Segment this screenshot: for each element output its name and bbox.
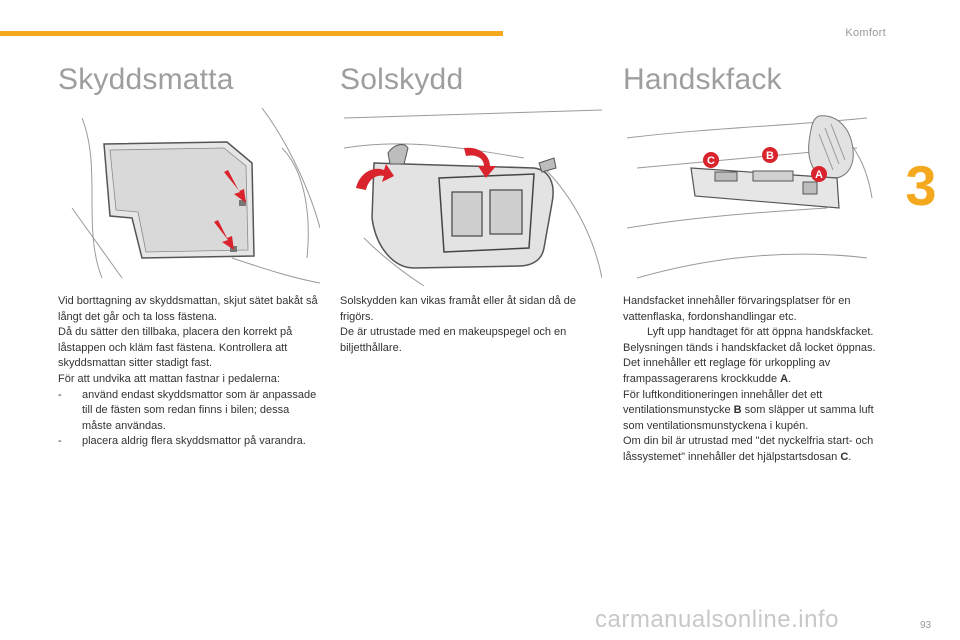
paragraph: För att undvika att mattan fastnar i pedalerna: <box>58 372 280 385</box>
text-run: För luftkonditioneringen innehåller det ett ventilationsmunstycke <box>623 388 823 417</box>
ventilation-outlet <box>753 171 793 181</box>
list-item-text: använd endast skyddsmattor som är anpassade till de fästen som redan finns i bilen; dessa måste användas. <box>82 388 317 432</box>
glovebox-illustration <box>627 108 885 286</box>
paragraph: Solskydden kan vikas framåt eller åt sidan då de frigörs. <box>340 295 577 323</box>
column-sun-visor <box>340 60 602 354</box>
paragraph <box>623 434 885 465</box>
paragraph <box>623 388 885 435</box>
accent-bar <box>0 31 503 36</box>
callout-label: C <box>707 155 715 167</box>
section-title: Solskydd <box>340 63 464 96</box>
callout-label: A <box>815 169 823 181</box>
jump-start-box <box>715 172 737 181</box>
column-floor-mat <box>58 60 320 448</box>
bullet-mark: - <box>58 388 62 401</box>
section-body <box>58 294 320 450</box>
paragraph: Belysningen tänds i handskfacket då locket öppnas. <box>623 341 876 354</box>
column-glovebox <box>623 60 885 463</box>
text-run: . <box>788 372 792 385</box>
bold-ref: B <box>733 404 742 417</box>
section-body <box>623 294 885 466</box>
sun-visor-illustration <box>344 108 602 286</box>
bold-ref: C <box>840 450 849 463</box>
section-body <box>340 294 602 356</box>
floor-mat-illustration <box>62 108 320 286</box>
paragraph <box>623 356 885 387</box>
paragraph: De är utrustade med en makeupspegel och en biljetthållare. <box>340 326 567 354</box>
list-item <box>58 434 320 450</box>
list-item <box>58 388 320 435</box>
text-run: som släpper ut samma luft som ventilationsmunstyckena i kupén. <box>623 404 874 432</box>
page-number: 93 <box>920 620 932 631</box>
bold-ref: A <box>780 372 789 385</box>
list-item-text: placera aldrig flera skyddsmattor på varandra. <box>82 435 306 448</box>
callout-label: B <box>766 150 774 162</box>
ticket-holder <box>490 190 522 234</box>
section-label: Komfort <box>845 27 886 39</box>
watermark: carmanualsonline.info <box>595 606 839 633</box>
section-title: Handskfack <box>623 63 782 96</box>
list-item <box>623 325 885 341</box>
text-run: . <box>848 450 852 463</box>
paragraph: Vid borttagning av skyddsmattan, skjut sätet bakåt så långt det går och ta loss fästena. <box>58 295 318 323</box>
text-run: Det innehåller ett reglage för urkoppling av frampassagerarens krockkudde <box>623 357 831 385</box>
section-title: Skyddsmatta <box>58 63 234 96</box>
list-item-text: Lyft upp handtaget för att öppna handskfacket. <box>647 326 874 339</box>
paragraph: Handsfacket innehåller förvaringsplatser för en vattenflaska, fordonshandlingar etc. <box>623 295 851 323</box>
airbag-switch <box>803 182 817 194</box>
chapter-number: 3 <box>905 154 937 217</box>
makeup-mirror <box>452 192 482 236</box>
bullet-mark: - <box>58 435 62 448</box>
paragraph: Då du sätter den tillbaka, placera den korrekt på låstappen och kläm fast fästena. Kontrollera att skyddsmattan sitter stadigt fast. <box>58 326 293 370</box>
text-run: Om din bil är utrustad med "det nyckelfria start- och låssystemet" innehåller det hjälpstartsdosan <box>623 435 874 463</box>
